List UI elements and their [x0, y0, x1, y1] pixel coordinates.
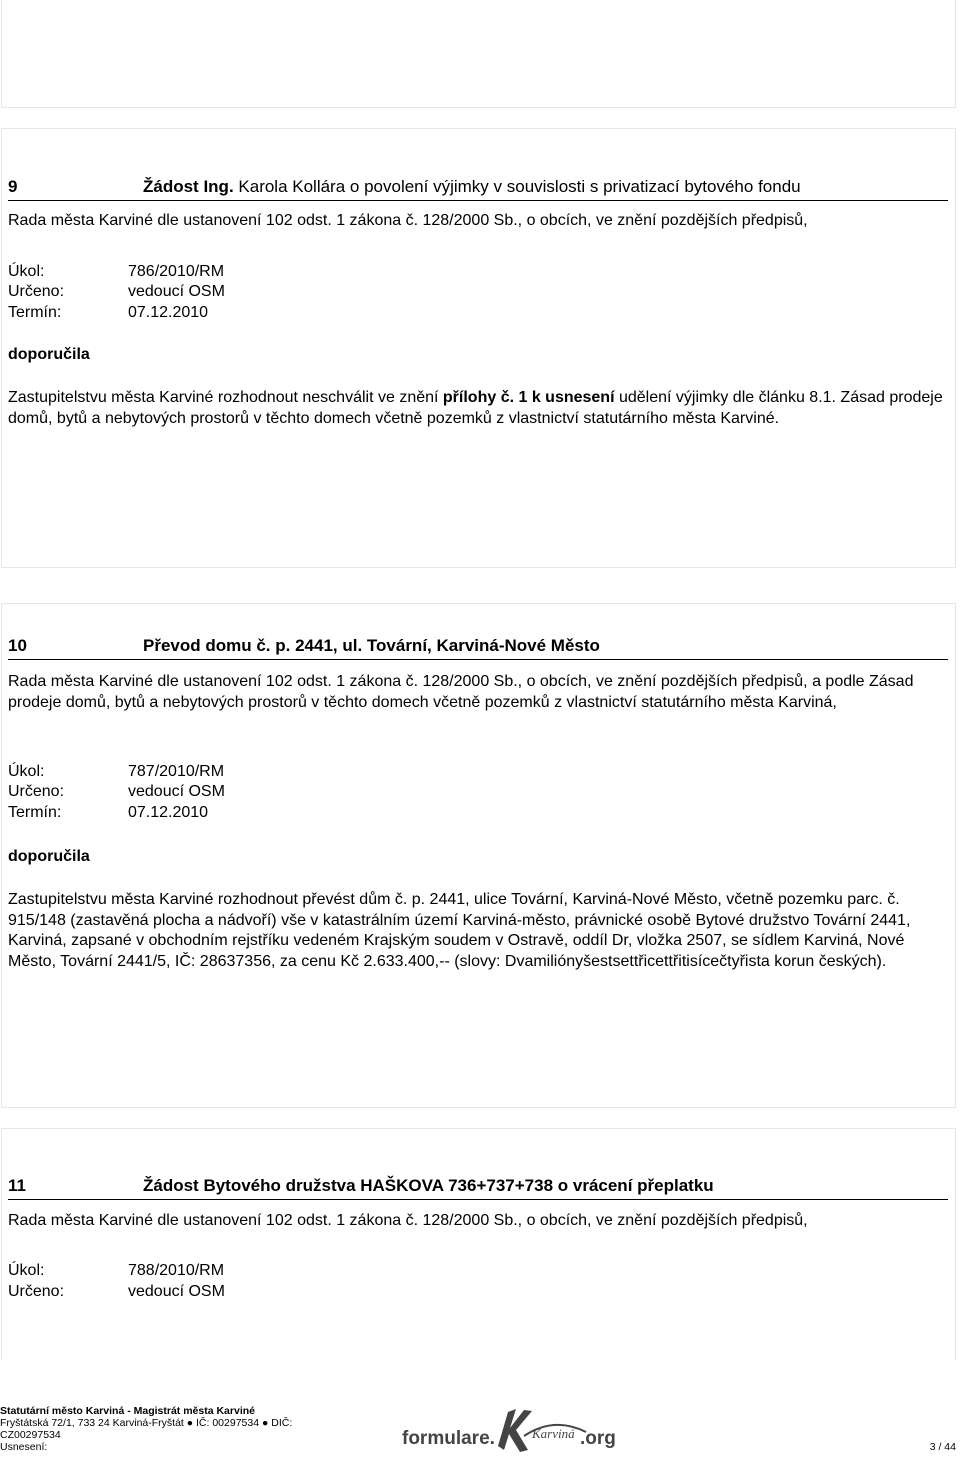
assigned-label: Určeno: — [8, 783, 65, 800]
recommended-heading: doporučila — [8, 848, 90, 865]
assigned-value: vedoucí OSM — [128, 783, 225, 800]
section-box-previous — [1, 0, 956, 108]
logo-text-right: .org — [580, 1428, 616, 1449]
deadline-label: Termín: — [8, 304, 62, 321]
task-value: 786/2010/RM — [128, 263, 225, 280]
section-title: Převod domu č. p. 2441, ul. Tovární, Karviná-Nové Město — [143, 636, 600, 655]
footer-vat-id: CZ00297534 — [0, 1429, 61, 1441]
task-label: Úkol: — [8, 1262, 45, 1279]
logo-text-mid: Karviná — [532, 1426, 575, 1441]
council-statement: Rada města Karviné dle ustanovení 102 odst. 1 zákona č. 128/2000 Sb., o obcích, ve znění pozdějších předpisů, — [8, 212, 808, 229]
section-title-rule — [8, 1199, 948, 1200]
section-box-11 — [1, 1128, 956, 1360]
section-title — [143, 177, 801, 197]
council-statement: Rada města Karviné dle ustanovení 102 odst. 1 zákona č. 128/2000 Sb., o obcích, ve znění pozdějších předpisů, — [8, 1212, 808, 1229]
resolution-text: Zastupitelstvu města Karviné rozhodnout převést dům č. p. 2441, ulice Tovární, Karviná-Nové Město, včetně pozemku parc. č. 915/148 (zastavěná plocha a nádvoří) vše v katastrálním území Karviná-město, právnické osobě Bytové družstvo Tovární 2441, Karviná, zapsané v obchodním rejstříku vedeném Krajským soudem v Ostravě, oddíl Dr, vložka 2507, se sídlem Karviná, Nové Město, Tovární 2441/5, IČ: 28637356, za cenu Kč 2.633.400,-- (slovy: Dvamiliónyšestsettřicettřitisícečtyřista korun českých). — [8, 891, 911, 970]
deadline-label: Termín: — [8, 804, 62, 821]
logo-text-left: formulare. — [402, 1428, 495, 1449]
section-number: 9 — [8, 177, 18, 196]
assigned-label: Určeno: — [8, 1283, 65, 1300]
footer-organization: Statutární město Karviná - Magistrát města Karviné — [0, 1405, 255, 1417]
assigned-value: vedoucí OSM — [128, 283, 225, 300]
section-title-start: Žádost Ing. — [143, 177, 234, 196]
section-number: 11 — [8, 1176, 26, 1195]
resolution-text-end: udělení výjimky dle článku 8.1. Zásad prodeje domů, bytů a nebytových prostorů v těchto domech včetně pozemků z vlastnictví statutárního města Karviné. — [8, 389, 943, 427]
resolution-attachment-ref: přílohy č. 1 k usnesení — [442, 389, 615, 406]
deadline-value: 07.12.2010 — [128, 804, 209, 821]
footer-resolution-label: Usnesení: — [0, 1441, 48, 1453]
resolution-text — [8, 388, 950, 429]
footer-address: Fryštátská 72/1, 733 24 Karviná-Fryštát ● IČ: 00297534 ● DIČ: — [0, 1417, 293, 1429]
formulare-logo[interactable] — [402, 1402, 616, 1454]
section-title: Žádost Bytového družstva HAŠKOVA 736+737+738 o vrácení přeplatku — [143, 1176, 714, 1195]
deadline-value: 07.12.2010 — [128, 304, 209, 321]
section-number: 10 — [8, 636, 27, 655]
assigned-label: Určeno: — [8, 283, 65, 300]
section-title-rule — [8, 659, 948, 660]
task-value: 787/2010/RM — [128, 763, 225, 780]
resolution-text-start: Zastupitelstvu města Karviné rozhodnout neschválit ve znění — [8, 389, 443, 406]
council-statement: Rada města Karviné dle ustanovení 102 odst. 1 zákona č. 128/2000 Sb., o obcích, ve znění pozdějších předpisů, a podle Zásad prodeje domů, bytů a nebytových prostorů v těchto domech včetně pozemků z vlastnictví statutárního města Karviná, — [8, 673, 914, 711]
section-title-rule — [8, 200, 948, 201]
section-title-rest: Karola Kollára o povolení výjimky v souvislosti s privatizací bytového fondu — [233, 177, 801, 196]
recommended-heading: doporučila — [8, 346, 90, 363]
task-label: Úkol: — [8, 763, 45, 780]
task-value: 788/2010/RM — [128, 1262, 225, 1279]
assigned-value: vedoucí OSM — [128, 1283, 225, 1300]
formulare-logo-graphic — [402, 1402, 616, 1454]
page-number: 3 / 44 — [929, 1441, 956, 1453]
task-label: Úkol: — [8, 263, 45, 280]
